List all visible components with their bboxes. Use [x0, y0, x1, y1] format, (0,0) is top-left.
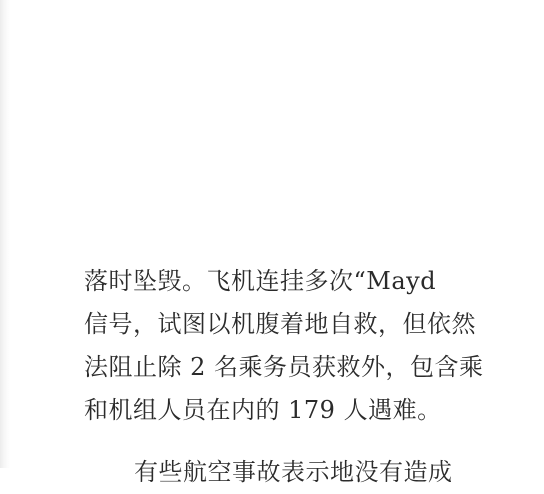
- next-paragraph-partial: 有些航空事故表示地没有造成: [134, 458, 453, 486]
- text-line-1: 落时坠毁。飞机连挂多次“Mayd: [84, 267, 437, 295]
- text-line-3: 法阻止除 2 名乘务员获救外，包含乘: [84, 353, 484, 381]
- text-line-2: 信号，试图以机腹着地自救，但依然: [84, 310, 476, 338]
- page-edge-shadow: [0, 0, 10, 468]
- body-text: [84, 260, 544, 432]
- text-line-4: 和机组人员在内的 179 人遇难。: [84, 396, 442, 424]
